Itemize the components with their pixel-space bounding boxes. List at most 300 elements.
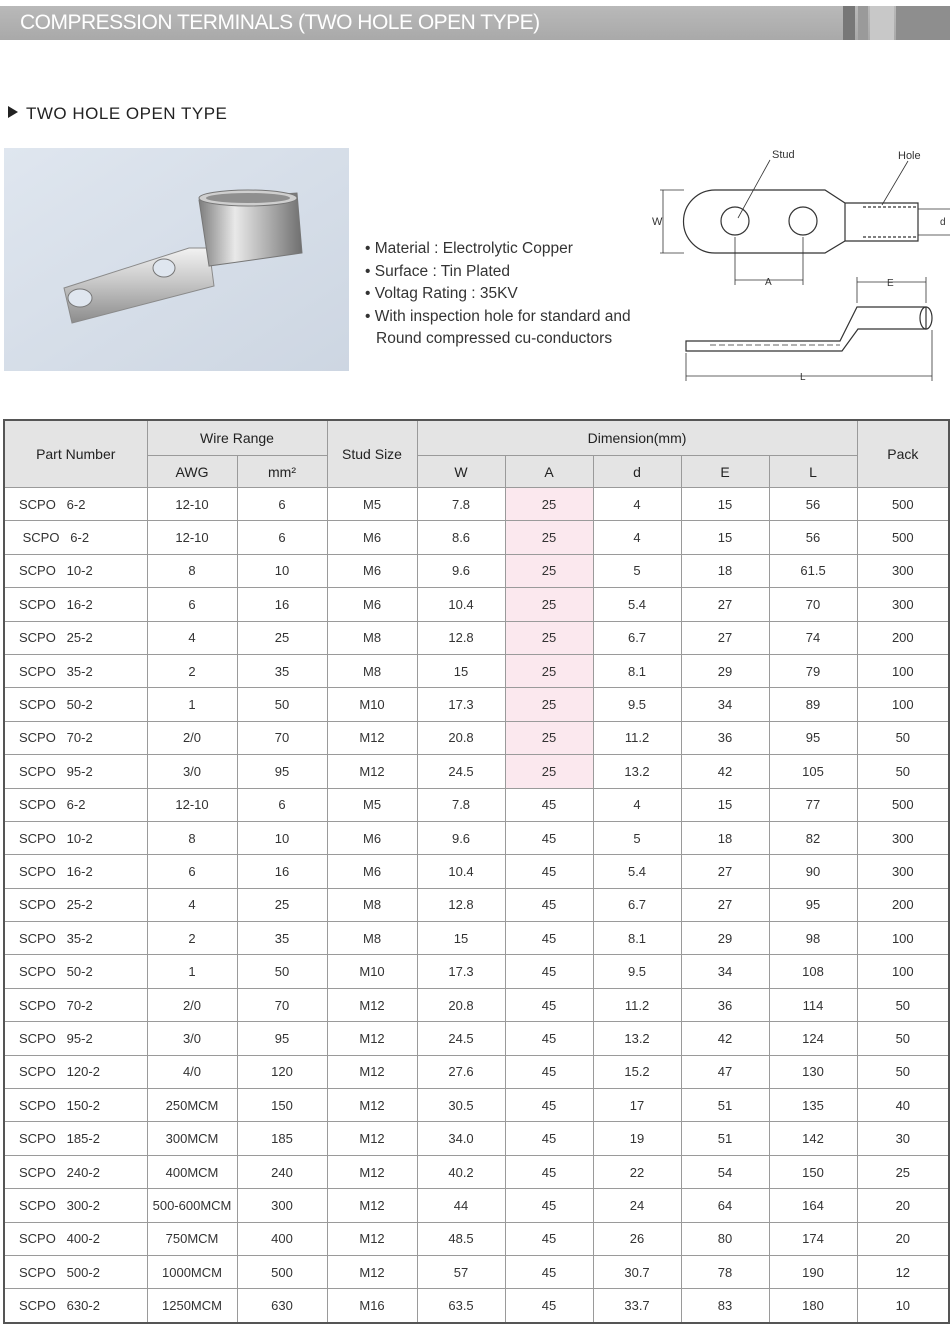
cell-w: 9.6 [417,554,505,587]
cell-w: 12.8 [417,621,505,654]
cell-e: 15 [681,521,769,554]
cell-w: 10.4 [417,855,505,888]
cell-l: 95 [769,888,857,921]
cell-mm2: 25 [237,621,327,654]
table-row [4,1022,949,1055]
cell-pack: 30 [857,1122,949,1155]
cell-l: 142 [769,1122,857,1155]
table-row [4,588,949,621]
cell-awg: 3/0 [147,1022,237,1055]
cell-w: 20.8 [417,988,505,1021]
cell-d: 30.7 [593,1255,681,1288]
cell-d: 19 [593,1122,681,1155]
cell-stud-size: M5 [327,488,417,521]
cell-pack: 100 [857,688,949,721]
cell-stud-size: M12 [327,1255,417,1288]
cell-e: 42 [681,1022,769,1055]
cell-awg: 2/0 [147,988,237,1021]
table-row [4,955,949,988]
cell-d: 4 [593,488,681,521]
spec-table-body [4,488,949,1323]
cell-mm2: 400 [237,1222,327,1255]
cell-d: 5 [593,554,681,587]
cell-awg: 4 [147,888,237,921]
cell-mm2: 240 [237,1155,327,1188]
cell-a: 25 [505,521,593,554]
cell-d: 6.7 [593,621,681,654]
cell-w: 15 [417,922,505,955]
cell-mm2: 35 [237,922,327,955]
cell-part-number: SCPO 25-2 [4,888,147,921]
cell-e: 15 [681,488,769,521]
cell-w: 17.3 [417,955,505,988]
spec-inspection: • With inspection hole for standard and Round compressed cu-conductors [365,307,631,347]
spec-voltage: • Voltag Rating : 35KV [365,285,518,302]
cell-l: 174 [769,1222,857,1255]
cell-d: 6.7 [593,888,681,921]
cell-stud-size: M12 [327,1189,417,1222]
cell-stud-size: M12 [327,1122,417,1155]
cell-l: 74 [769,621,857,654]
section-title: TWO HOLE OPEN TYPE [26,104,228,123]
cell-w: 17.3 [417,688,505,721]
cell-a: 25 [505,755,593,788]
cell-a: 45 [505,855,593,888]
table-row [4,521,949,554]
cell-part-number: SCPO 35-2 [4,922,147,955]
cell-pack: 20 [857,1222,949,1255]
cell-mm2: 35 [237,654,327,687]
cell-e: 29 [681,922,769,955]
cell-awg: 2 [147,922,237,955]
table-row [4,1189,949,1222]
cell-l: 150 [769,1155,857,1188]
cell-e: 36 [681,721,769,754]
section-heading [8,104,227,124]
diagram-label-l: L [800,372,806,383]
cell-d: 15.2 [593,1055,681,1088]
cell-stud-size: M8 [327,654,417,687]
diagram-label-hole: Hole [898,150,921,162]
cell-d: 11.2 [593,721,681,754]
cell-l: 190 [769,1255,857,1288]
cell-part-number: SCPO 16-2 [4,855,147,888]
cell-mm2: 25 [237,888,327,921]
cell-part-number: SCPO 120-2 [4,1055,147,1088]
cell-l: 124 [769,1022,857,1055]
table-row [4,988,949,1021]
cell-pack: 200 [857,621,949,654]
cell-awg: 3/0 [147,755,237,788]
cell-a: 25 [505,721,593,754]
cell-pack: 100 [857,922,949,955]
cell-d: 5.4 [593,855,681,888]
header-w: W [417,456,505,488]
cell-d: 13.2 [593,755,681,788]
cell-mm2: 6 [237,788,327,821]
table-row [4,922,949,955]
table-row [4,1255,949,1288]
cell-part-number: SCPO 35-2 [4,654,147,687]
cell-pack: 50 [857,988,949,1021]
spec-list [365,238,635,351]
cell-l: 114 [769,988,857,1021]
cell-pack: 500 [857,521,949,554]
cell-a: 45 [505,888,593,921]
cell-part-number: SCPO 70-2 [4,721,147,754]
table-row [4,1289,949,1323]
cell-w: 15 [417,654,505,687]
header-dimension: Dimension(mm) [417,420,857,456]
cell-pack: 100 [857,955,949,988]
cell-a: 45 [505,1022,593,1055]
cell-e: 64 [681,1189,769,1222]
dimension-diagram [650,145,950,385]
cell-mm2: 10 [237,821,327,854]
title-bar-decoration-4 [896,6,950,40]
cell-mm2: 10 [237,554,327,587]
diagram-label-d: d [940,217,946,228]
cell-awg: 400MCM [147,1155,237,1188]
cell-awg: 2 [147,654,237,687]
cell-d: 8.1 [593,922,681,955]
cell-mm2: 300 [237,1189,327,1222]
cell-stud-size: M12 [327,988,417,1021]
cell-e: 27 [681,855,769,888]
cell-pack: 50 [857,1022,949,1055]
table-row [4,888,949,921]
cell-pack: 300 [857,588,949,621]
cell-d: 4 [593,788,681,821]
header-awg: AWG [147,456,237,488]
cell-d: 11.2 [593,988,681,1021]
cell-pack: 500 [857,488,949,521]
cell-mm2: 150 [237,1089,327,1122]
cell-a: 45 [505,1089,593,1122]
cell-stud-size: M6 [327,855,417,888]
cell-w: 12.8 [417,888,505,921]
cell-w: 10.4 [417,588,505,621]
cell-a: 45 [505,1255,593,1288]
cell-pack: 100 [857,654,949,687]
cell-a: 45 [505,788,593,821]
cell-w: 20.8 [417,721,505,754]
cell-awg: 300MCM [147,1122,237,1155]
cell-pack: 10 [857,1289,949,1323]
cell-d: 4 [593,521,681,554]
cell-awg: 500-600MCM [147,1189,237,1222]
cell-pack: 500 [857,788,949,821]
cell-l: 70 [769,588,857,621]
table-row [4,788,949,821]
cell-d: 26 [593,1222,681,1255]
cell-d: 33.7 [593,1289,681,1323]
cell-d: 13.2 [593,1022,681,1055]
cell-e: 18 [681,554,769,587]
cell-stud-size: M6 [327,821,417,854]
cell-e: 27 [681,621,769,654]
cell-e: 78 [681,1255,769,1288]
cell-stud-size: M6 [327,554,417,587]
cell-stud-size: M12 [327,1089,417,1122]
header-part-number: Part Number [4,420,147,488]
cell-mm2: 50 [237,688,327,721]
cell-pack: 50 [857,721,949,754]
cell-a: 25 [505,588,593,621]
cell-mm2: 95 [237,755,327,788]
cell-part-number: SCPO 630-2 [4,1289,147,1323]
cell-part-number: SCPO 16-2 [4,588,147,621]
cell-stud-size: M8 [327,621,417,654]
cell-stud-size: M10 [327,955,417,988]
cell-l: 61.5 [769,554,857,587]
cell-pack: 12 [857,1255,949,1288]
spec-table [3,419,950,1324]
title-bar-decoration-2 [858,6,868,40]
cell-l: 82 [769,821,857,854]
cell-part-number: SCPO 50-2 [4,688,147,721]
cell-e: 51 [681,1122,769,1155]
cell-d: 22 [593,1155,681,1188]
cell-pack: 300 [857,554,949,587]
cell-d: 24 [593,1189,681,1222]
cell-w: 7.8 [417,788,505,821]
cell-d: 5 [593,821,681,854]
cell-stud-size: M12 [327,1022,417,1055]
cell-mm2: 6 [237,488,327,521]
cell-mm2: 500 [237,1255,327,1288]
cell-awg: 250MCM [147,1089,237,1122]
cell-a: 45 [505,955,593,988]
cell-mm2: 16 [237,855,327,888]
cell-a: 45 [505,922,593,955]
cell-stud-size: M12 [327,1222,417,1255]
cell-l: 90 [769,855,857,888]
table-row [4,1122,949,1155]
cell-e: 34 [681,955,769,988]
cell-l: 164 [769,1189,857,1222]
cell-l: 89 [769,688,857,721]
cell-mm2: 50 [237,955,327,988]
cell-part-number: SCPO 70-2 [4,988,147,1021]
cell-awg: 1 [147,955,237,988]
table-row [4,654,949,687]
table-row [4,554,949,587]
cell-awg: 4/0 [147,1055,237,1088]
cell-stud-size: M12 [327,1155,417,1188]
cell-part-number: SCPO 6-2 [4,788,147,821]
cell-w: 8.6 [417,521,505,554]
cell-d: 17 [593,1089,681,1122]
cell-pack: 40 [857,1089,949,1122]
cell-w: 30.5 [417,1089,505,1122]
table-row [4,488,949,521]
cell-d: 9.5 [593,955,681,988]
cell-a: 45 [505,1289,593,1323]
table-row [4,755,949,788]
cell-d: 9.5 [593,688,681,721]
product-photo [4,148,349,371]
cell-stud-size: M12 [327,721,417,754]
cell-w: 24.5 [417,755,505,788]
cell-pack: 50 [857,1055,949,1088]
header-l: L [769,456,857,488]
cell-mm2: 6 [237,521,327,554]
cell-awg: 1 [147,688,237,721]
cell-stud-size: M8 [327,888,417,921]
header-wire-range: Wire Range [147,420,327,456]
cell-w: 34.0 [417,1122,505,1155]
cell-awg: 12-10 [147,521,237,554]
cell-a: 45 [505,1189,593,1222]
cell-mm2: 185 [237,1122,327,1155]
cell-part-number: SCPO 95-2 [4,1022,147,1055]
cell-d: 8.1 [593,654,681,687]
cell-e: 18 [681,821,769,854]
cell-a: 25 [505,688,593,721]
cell-a: 25 [505,654,593,687]
cell-stud-size: M5 [327,788,417,821]
cell-w: 7.8 [417,488,505,521]
cell-e: 27 [681,588,769,621]
table-row [4,1222,949,1255]
cell-w: 40.2 [417,1155,505,1188]
header-mm2: mm² [237,456,327,488]
cell-part-number: SCPO 300-2 [4,1189,147,1222]
cell-awg: 8 [147,821,237,854]
cell-awg: 6 [147,855,237,888]
cell-stud-size: M8 [327,922,417,955]
cell-d: 5.4 [593,588,681,621]
table-row [4,721,949,754]
cell-e: 51 [681,1089,769,1122]
cell-stud-size: M6 [327,588,417,621]
cell-l: 105 [769,755,857,788]
cell-part-number: SCPO 10-2 [4,821,147,854]
cell-awg: 12-10 [147,488,237,521]
title-bar-decoration-3 [870,6,894,40]
cell-awg: 2/0 [147,721,237,754]
table-row [4,855,949,888]
cell-pack: 300 [857,855,949,888]
cell-l: 135 [769,1089,857,1122]
title-bar [0,6,950,40]
cell-awg: 1250MCM [147,1289,237,1323]
cell-pack: 20 [857,1189,949,1222]
cell-l: 56 [769,521,857,554]
cell-l: 56 [769,488,857,521]
cell-awg: 12-10 [147,788,237,821]
cell-l: 108 [769,955,857,988]
cell-w: 63.5 [417,1289,505,1323]
triangle-bullet-icon [8,106,18,118]
cell-pack: 300 [857,821,949,854]
cell-l: 79 [769,654,857,687]
cell-a: 45 [505,1122,593,1155]
cell-mm2: 16 [237,588,327,621]
cell-pack: 200 [857,888,949,921]
cell-l: 180 [769,1289,857,1323]
cell-e: 83 [681,1289,769,1323]
cell-part-number: SCPO 240-2 [4,1155,147,1188]
cell-l: 130 [769,1055,857,1088]
cell-part-number: SCPO 50-2 [4,955,147,988]
cell-awg: 1000MCM [147,1255,237,1288]
diagram-label-e: E [887,278,894,289]
cell-e: 34 [681,688,769,721]
cell-stud-size: M12 [327,1055,417,1088]
cell-w: 24.5 [417,1022,505,1055]
cell-w: 9.6 [417,821,505,854]
cell-a: 25 [505,621,593,654]
cell-mm2: 120 [237,1055,327,1088]
cell-e: 42 [681,755,769,788]
header-a: A [505,456,593,488]
cell-pack: 25 [857,1155,949,1188]
cell-e: 54 [681,1155,769,1188]
header-pack: Pack [857,420,949,488]
cell-w: 48.5 [417,1222,505,1255]
cell-e: 29 [681,654,769,687]
cell-w: 44 [417,1189,505,1222]
cell-part-number: SCPO 10-2 [4,554,147,587]
diagram-label-a: A [765,277,772,288]
header-stud-size: Stud Size [327,420,417,488]
table-row [4,688,949,721]
spec-surface: • Surface : Tin Plated [365,262,511,280]
cell-w: 57 [417,1255,505,1288]
cell-e: 27 [681,888,769,921]
table-row [4,621,949,654]
cell-stud-size: M16 [327,1289,417,1323]
cell-a: 25 [505,554,593,587]
page-title: COMPRESSION TERMINALS (TWO HOLE OPEN TYPE) [20,11,540,34]
cell-awg: 4 [147,621,237,654]
cell-l: 77 [769,788,857,821]
cell-awg: 6 [147,588,237,621]
cell-pack: 50 [857,755,949,788]
title-bar-decoration-1 [843,6,855,40]
table-row [4,821,949,854]
cell-mm2: 95 [237,1022,327,1055]
cell-awg: 750MCM [147,1222,237,1255]
cell-e: 15 [681,788,769,821]
cell-mm2: 70 [237,721,327,754]
cell-stud-size: M10 [327,688,417,721]
cell-part-number: SCPO 6-2 [4,521,147,554]
cell-a: 25 [505,488,593,521]
cell-a: 45 [505,1222,593,1255]
cell-e: 80 [681,1222,769,1255]
cell-a: 45 [505,988,593,1021]
cell-a: 45 [505,1055,593,1088]
cell-mm2: 630 [237,1289,327,1323]
table-row [4,1155,949,1188]
cell-e: 36 [681,988,769,1021]
spec-material: • Material : Electrolytic Copper [365,240,573,257]
table-row [4,1089,949,1122]
header-d: d [593,456,681,488]
cell-mm2: 70 [237,988,327,1021]
table-row [4,1055,949,1088]
cell-part-number: SCPO 150-2 [4,1089,147,1122]
cell-stud-size: M6 [327,521,417,554]
cell-part-number: SCPO 185-2 [4,1122,147,1155]
cell-awg: 8 [147,554,237,587]
diagram-label-w: W [652,216,663,228]
cell-a: 45 [505,1155,593,1188]
diagram-label-stud: Stud [772,149,795,161]
